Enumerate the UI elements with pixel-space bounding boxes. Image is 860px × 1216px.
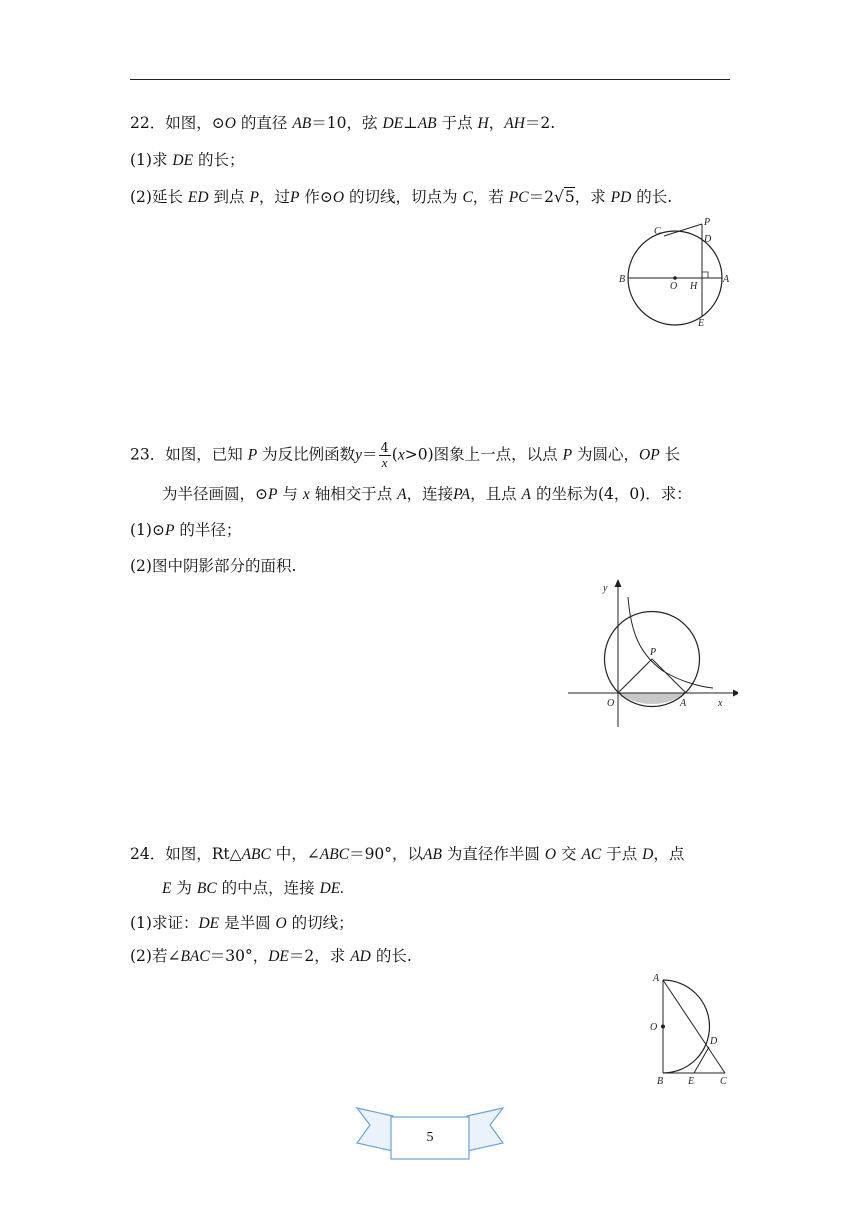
q23-fraction: $\frac{4}{x}$ — [380, 441, 389, 470]
q24-label-a: A — [653, 973, 660, 984]
q23-label-p: P — [650, 647, 657, 658]
q24-center-dot — [661, 1025, 665, 1029]
q22-right-angle-mark — [702, 272, 708, 278]
header-rule — [130, 79, 730, 80]
q22-part2: (2)延长 ED 到点 P，过P 作⊙O 的切线，切点为 C，若 PC＝2√5，求 PD 的长. — [130, 188, 673, 206]
q23-part2: (2)图中阴影部分的面积. — [130, 557, 297, 575]
q23-stem-line2: 为半径画圆，⊙P 与 x 轴相交于点 A，连接PA，且点 A 的坐标为(4，0)．求： — [162, 485, 692, 503]
q22-label-d: D — [704, 234, 712, 245]
q22-figure — [612, 214, 737, 332]
q22-label-b: B — [619, 274, 626, 285]
q24-label-e: E — [688, 1076, 695, 1086]
q24-segment-ac — [663, 980, 725, 1073]
q24-part2: (2)若∠BAC＝30°，DE＝2，求 AD 的长. — [130, 947, 412, 965]
q22-label-o: O — [670, 281, 678, 292]
q24-label-o: O — [650, 1022, 658, 1033]
q24-figure — [642, 968, 734, 1086]
q22-label-p: P — [704, 217, 711, 228]
q22-label-a: A — [723, 274, 730, 285]
q22-stem: 22．如图，⊙O 的直径 AB＝10，弦 DE⊥AB 于点 H，AH＝2. — [130, 114, 556, 132]
q23-label-y: y — [603, 583, 608, 594]
q22-label-e: E — [698, 318, 705, 329]
page-number: 5 — [426, 1130, 434, 1145]
ribbon-left-tail — [357, 1108, 393, 1151]
q22-part1: (1)求 DE 的长； — [130, 151, 245, 169]
q23-figure — [563, 575, 738, 733]
q24-segment-de — [694, 1047, 709, 1073]
q23-part1: (1)⊙P 的半径； — [130, 521, 242, 539]
q23-segment-pa — [652, 659, 686, 693]
q23-label-a: A — [680, 698, 687, 709]
ribbon-right-tail — [467, 1108, 503, 1151]
q24-label-c: C — [720, 1076, 727, 1086]
q24-label-d: D — [710, 1036, 718, 1047]
q24-stem-line2: E 为 BC 的中点，连接 DE. — [162, 879, 345, 897]
q24-stem: 24．如图，Rt△ABC 中，∠ABC＝90°，以AB 为直径作半圆 O 交 AC 于点 D，点 — [130, 845, 685, 863]
q23-label-x: x — [718, 698, 723, 709]
q23-hyperbola — [628, 597, 713, 688]
q22-center-dot — [673, 276, 677, 280]
q24-label-b: B — [657, 1076, 664, 1086]
q23-segment-op — [618, 659, 652, 693]
q24-part1: (1)求证：DE 是半圆 O 的切线； — [130, 914, 354, 932]
q23-stem: 23．如图，已知 P 为反比例函数y＝ $\frac{4}{x}$ (x>0)图象上一点，以点 P 为圆心，OP 长 — [130, 441, 681, 470]
q23-label-o: O — [607, 698, 615, 709]
q23-x-arrow — [733, 690, 738, 697]
q23-y-arrow — [615, 579, 622, 587]
q22-label-c: C — [654, 226, 661, 237]
q22-tangent-pc — [664, 224, 702, 236]
q22-label-h: H — [690, 281, 698, 292]
q23-shaded-region — [618, 693, 686, 704]
